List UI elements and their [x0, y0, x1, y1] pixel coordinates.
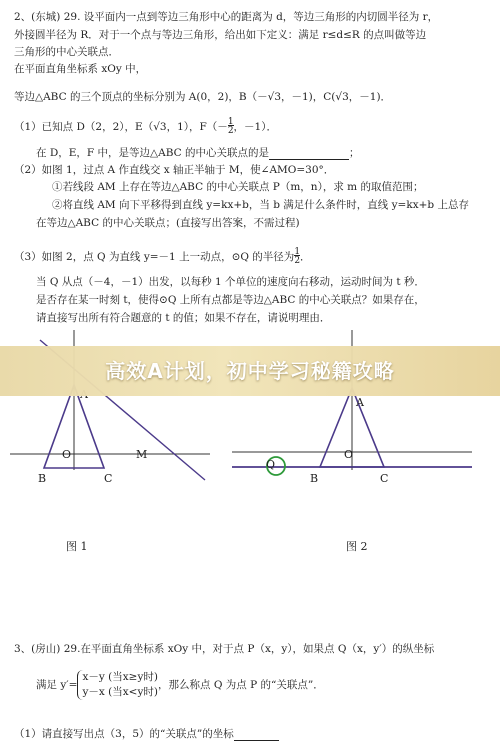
fig1-caption: 图 1 [66, 540, 88, 553]
q2-line5: 等边△ABC 的三个顶点的坐标分别为 A(0，2)，B（－√3，－1)，C(√3，－1)． [14, 91, 392, 103]
answer-blank[interactable] [234, 730, 279, 741]
q2-part3a [14, 248, 311, 266]
q2-part1b-end: ； [348, 147, 360, 159]
q2-part1b-text: 在 D，E，F 中，是等边△ABC 的中心关联点的是 [36, 147, 269, 159]
fraction-den: 2 [227, 126, 234, 136]
q2-part3a-post: ． [300, 251, 311, 263]
q3-def-pre: 满足 y′= [36, 679, 78, 691]
q2-header: 2、(东城) 29. 设平面内一点到等边三角形中心的距离为 d，等边三角形的内切圆半径为 r， [14, 11, 439, 23]
fig2-label-Q: Q [266, 458, 276, 471]
q3-part1-text: （1）请直接写出点（3，5）的“关联点”的坐标 [14, 728, 234, 740]
fig2-caption: 图 2 [346, 540, 368, 553]
fig1-label-O: O [62, 448, 72, 461]
q2-part3c: 是否存在某一时刻 t，使得⊙Q 上所有点都是等边△ABC 的中心关联点？如果存在， [36, 294, 425, 306]
q2-part1a-pre: （1）已知点 D（2，2），E（√3，1），F（－ [14, 121, 228, 133]
q3-definition [36, 670, 324, 700]
fig2-label-A: A [356, 396, 364, 409]
fig1-label-M: M [136, 448, 148, 461]
fraction-num: 1 [294, 247, 301, 257]
fraction-den: 2 [294, 256, 301, 266]
fig2-label-C: C [380, 472, 389, 485]
q2-part1a-post: ，－1）． [233, 121, 277, 133]
q2-part1a [14, 118, 277, 136]
answer-blank[interactable] [269, 149, 349, 160]
q2-line4: 在平面直角坐标系 xOy 中， [14, 63, 147, 75]
q2-line2: 外接圆半径为 R．对于一个点与等边三角形，给出如下定义：满足 r≤d≤R 的点叫做等边 [14, 29, 427, 41]
q3-header: 3、(房山) 29.在平面直角坐标系 xOy 中，对于点 P（x，y），如果点 Q（x，y′）的纵坐标 [14, 643, 435, 655]
q2-part2a: （2）如图 1，过点 A 作直线交 x 轴正半轴于 M，使∠AMO=30°． [14, 164, 335, 176]
fig1-label-C: C [104, 472, 113, 485]
case-1: x－y (当x≥y时) [82, 671, 158, 683]
fig2-label-B: B [310, 472, 319, 485]
q2-part3b: 当 Q 从点（－4，－1）出发，以每秒 1 个单位的速度向右移动，运动时间为 t 秒． [36, 276, 425, 288]
q3-def-post: ，那么称点 Q 为点 P 的“关联点”． [158, 679, 324, 691]
piecewise-cases [77, 670, 158, 700]
fig2-label-O: O [344, 448, 354, 461]
banner-title: 高效A计划，初中学习秘籍攻略 [105, 359, 395, 383]
q2-part2d: 在等边△ABC 的中心关联点；(直接写出答案，不需过程) [36, 217, 300, 229]
promo-banner[interactable] [0, 346, 500, 396]
q2-part3d: 请直接写出所有符合题意的 t 的值；如果不存在，请说明理由． [36, 312, 331, 324]
q2-part3a-pre: （3）如图 2，点 Q 为直线 y=－1 上一动点，⊙Q 的半径为 [14, 251, 295, 263]
case-2: y－x (当x<y时) [82, 686, 158, 698]
q2-part2c: ②将直线 AM 向下平移得到直线 y=kx+b，当 b 满足什么条件时，直线 y=kx+b 上总存 [52, 199, 469, 211]
q2-part2b: ①若线段 AM 上存在等边△ABC 的中心关联点 P（m，n），求 m 的取值范围； [52, 181, 424, 193]
q2-line3: 三角形的中心关联点． [14, 46, 119, 58]
fraction-num: 1 [227, 117, 234, 127]
q2-part1b [36, 146, 359, 160]
q3-part1 [14, 727, 279, 741]
fig1-label-B: B [38, 472, 47, 485]
